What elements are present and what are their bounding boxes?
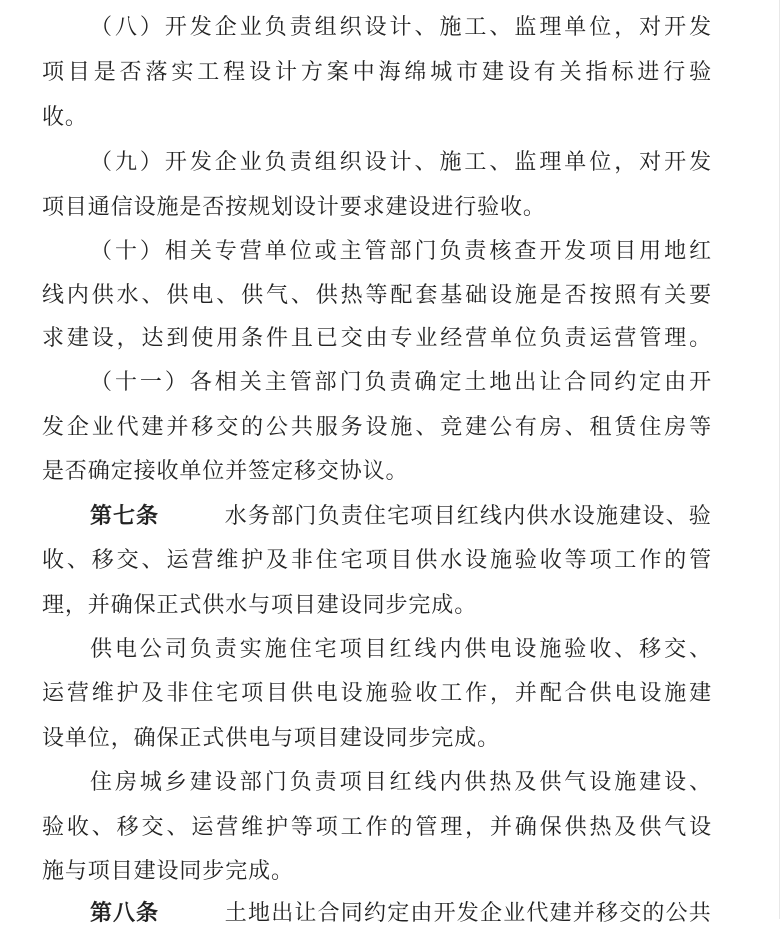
power-paragraph-line-2: 运营维护及非住宅项目供电设施验收工作，并配合供电设施建 (42, 681, 712, 706)
housing-paragraph-line-2: 验收、移交、运营维护等项工作的管理，并确保供热及供气设 (42, 815, 712, 840)
paragraph-8-line-1: （八）开发企业负责组织设计、施工、监理单位，对开发 (90, 15, 712, 40)
paragraph-11-line-3: 是否确定接收单位并签定移交协议。 (42, 459, 409, 484)
power-paragraph-line-3: 设单位，确保正式供电与项目建设同步完成。 (42, 726, 501, 751)
paragraph-8-line-2: 项目是否落实工程设计方案中海绵城市建设有关指标进行验 (42, 60, 712, 85)
article-7-text: 水务部门负责住宅项目红线内供水设施建设、验 (224, 504, 712, 529)
paragraph-9-line-2: 项目通信设施是否按规划设计要求建设进行验收。 (42, 195, 546, 220)
paragraph-10-line-3: 求建设，达到使用条件且已交由专业经营单位负责运营管理。 (42, 326, 712, 351)
paragraph-10-line-2: 线内供水、供电、供气、供热等配套基础设施是否按照有关要 (42, 283, 712, 308)
paragraph-11-line-1: （十一）各相关主管部门负责确定土地出让合同约定由开 (90, 370, 712, 395)
article-7-line-3: 理，并确保正式供水与项目建设同步完成。 (42, 593, 478, 618)
article-8-heading: 第八条 (90, 901, 160, 926)
article-7-heading: 第七条 (90, 504, 160, 529)
paragraph-8-line-3: 收。 (42, 105, 88, 130)
paragraph-11-line-2: 发企业代建并移交的公共服务设施、竞建公有房、租赁住房等 (42, 415, 712, 440)
article-8-line-1 (90, 899, 712, 929)
housing-paragraph-line-1: 住房城乡建设部门负责项目红线内供热及供气设施建设、 (90, 770, 712, 795)
power-paragraph-line-1: 供电公司负责实施住宅项目红线内供电设施验收、移交、 (90, 637, 712, 662)
paragraph-10-line-1: （十）相关专营单位或主管部门负责核查开发项目用地红 (90, 239, 712, 264)
article-7-line-1 (90, 502, 712, 532)
housing-paragraph-line-3: 施与项目建设同步完成。 (42, 859, 294, 884)
article-8-text: 土地出让合同约定由开发企业代建并移交的公共 (224, 901, 712, 926)
article-7-line-2: 收、移交、运营维护及非住宅项目供水设施验收等项工作的管 (42, 548, 712, 573)
paragraph-9-line-1: （九）开发企业负责组织设计、施工、监理单位，对开发 (90, 150, 712, 175)
